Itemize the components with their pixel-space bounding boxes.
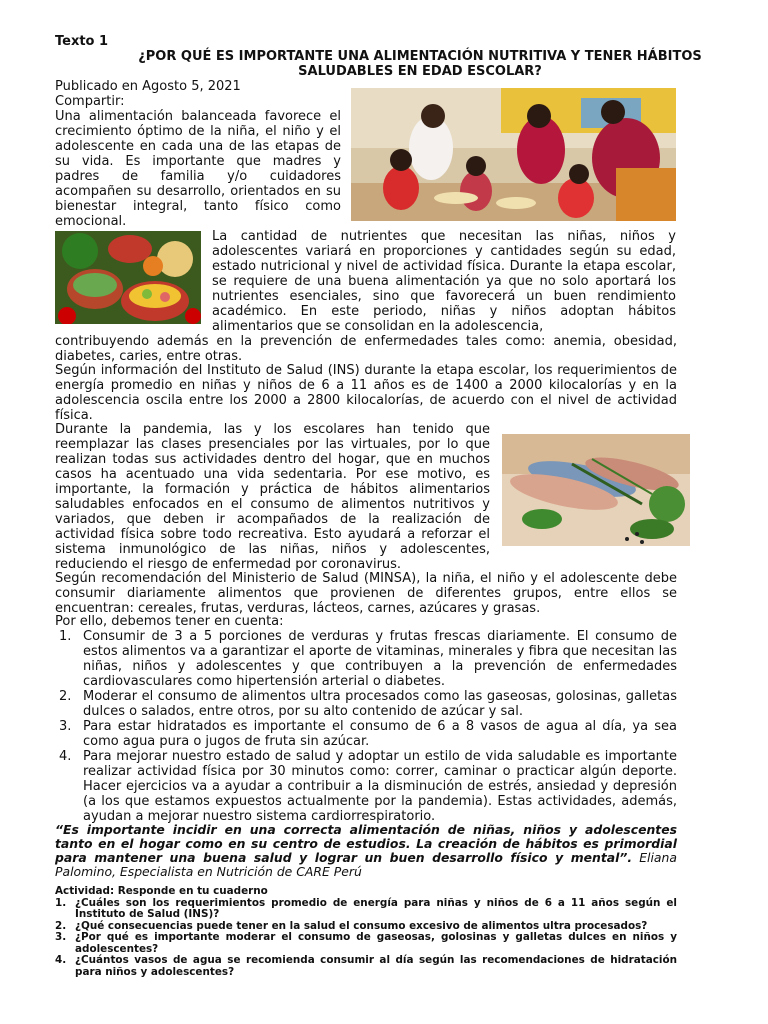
activity-title: Actividad: Responde en tu cuaderno xyxy=(55,885,268,897)
fish-herbs-photo xyxy=(502,434,690,546)
published-date: Publicado en Agosto 5, 2021 xyxy=(55,79,241,94)
list-item xyxy=(55,629,677,689)
paragraph-nutrients-continued: contribuyendo además en la prevención de enfermedades tales como: anemia, obesidad, diabetes, caries, entre otras. xyxy=(55,334,677,364)
list-item xyxy=(55,689,677,719)
activity-question xyxy=(55,898,677,921)
list-item-text: Moderar el consumo de alimentos ultra procesados como las gaseosas, golosinas, galletas dulces o salados, entre otros, por su alto contenido de azúcar y sal. xyxy=(83,689,677,719)
paragraph-pandemic: Durante la pandemia, las y los escolares han tenido que reemplazar las clases presenciales por las virtuales, por lo que realizan todas sus actividades dentro del hogar, que en muchos casos ha acentuado una vida sedentaria. Por ese motivo, es importante, la formación y práctica de hábitos alimentarios saludables enfocados en el consumo de alimentos nutritivos y variados, que deben ir acompañados de la realización de actividad física sobre todo recreativa. Esto ayudará a reforzar el sistema inmunológico de las niñas, niños y adolescentes, reduciendo el riesgo de enfermedad por coronavirus. xyxy=(55,422,490,572)
list-item xyxy=(55,719,677,749)
question-number: 3. xyxy=(55,931,67,943)
question-text: ¿Por qué es importante moderar el consumo de gaseosas, golosinas y galletas dulces en niños y adolescentes? xyxy=(75,931,677,955)
fish-herbs-illustration xyxy=(502,434,690,546)
page-title: ¿POR QUÉ ES IMPORTANTE UNA ALIMENTACIÓN NUTRITIVA Y TENER HÁBITOS SALUDABLES EN EDAD ESCOLAR? xyxy=(138,49,702,79)
list-item-number: 3. xyxy=(59,719,72,734)
text-label: Texto 1 xyxy=(55,34,109,49)
quote-text: “Es importante incidir en una correcta alimentación de niñas, niños y adolescentes tanto en el hogar como en su centro de estudios. La creación de hábitos es primordial para mantener una buena salud y lograr un buen desarrollo físico y mental”. xyxy=(55,822,677,865)
paragraph-nutrients: La cantidad de nutrientes que necesitan las niñas, niños y adolescentes variará en proporciones y cantidades según su edad, estado nutricional y nivel de actividad física. Durante la etapa escolar, se requiere de una buena alimentación ya que no solo aportará los nutrientes esenciales, sino que favorecerá un buen rendimiento académico. En este periodo, niñas y niños adoptan hábitos alimentarios que se consolidan en la adolescencia, xyxy=(212,229,676,334)
paragraph-ins-requirements: Según información del Instituto de Salud (INS) durante la etapa escolar, los requerimientos de energía promedio en niñas y niños de 6 a 11 años es de 1400 a 2000 kilocalorías y en la adolescencia oscila entre los 2000 a 2800 kilocalorías, de acuerdo con el nivel de actividad física. xyxy=(55,363,677,423)
list-item-text: Para mejorar nuestro estado de salud y adoptar un estilo de vida saludable es importante realizar actividad física por 30 minutos como: correr, caminar o practicar algún deporte. Hacer ejercicios va a ayudar a contribuir a la disminución de estrés, ansiedad y depresión (a los que estamos expuestos actualmente por la pandemia). Estas actividades, además, ayudan a mejorar nuestro sistema cardiorrespiratorio. xyxy=(83,749,677,824)
list-item-number: 1. xyxy=(59,629,72,644)
paragraph-intro-list: Por ello, debemos tener en cuenta: xyxy=(55,614,284,629)
recommendations-list xyxy=(55,629,677,824)
activity-questions xyxy=(55,898,677,979)
fruits-vegetables-illustration xyxy=(55,231,201,324)
fruits-vegetables-photo xyxy=(55,231,201,324)
activity-question xyxy=(55,955,677,978)
paragraph-intro: Una alimentación balanceada favorece el crecimiento óptimo de la niña, el niño y el adolescente en cada una de las etapas de su vida. Es importante que madres y padres de familia y/o cuidadores acompañen su desarrollo, orientados en su bienestar integral, tanto físico como emocional. xyxy=(55,109,341,229)
paragraph-minsa: Según recomendación del Ministerio de Salud (MINSA), la niña, el niño y el adolescente debe consumir diariamente alimentos que provienen de diferentes grupos, entre ellos se encuentran: cereales, frutas, verduras, lácteos, carnes, azúcares y grasas. xyxy=(55,571,677,616)
share-label: Compartir: xyxy=(55,94,125,109)
list-item-number: 2. xyxy=(59,689,72,704)
question-number: 1. xyxy=(55,896,67,909)
quote-author: Eliana Palomino, Especialista en Nutrición de CARE Perú xyxy=(55,850,677,879)
family-meal-illustration xyxy=(351,88,676,221)
question-text: ¿Cuántos vasos de agua se recomienda consumir al día según las recomendaciones de hidratación para niños y adolescentes? xyxy=(75,954,677,978)
list-item-text: Para estar hidratados es importante el consumo de 6 a 8 vasos de agua al día, ya sea como agua pura o jugos de fruta sin azúcar. xyxy=(83,719,677,749)
expert-quote xyxy=(55,823,677,879)
question-number: 4. xyxy=(55,954,67,966)
question-number: 2. xyxy=(55,919,67,932)
family-meal-photo xyxy=(351,88,676,221)
activity-section xyxy=(55,886,677,978)
question-text: ¿Cuáles son los requerimientos promedio de energía para niñas y niños de 6 a 11 años según el Instituto de Salud (INS)? xyxy=(75,896,677,920)
list-item xyxy=(55,749,677,824)
list-item-number: 4. xyxy=(59,749,72,764)
activity-question xyxy=(55,932,677,955)
question-text: ¿Qué consecuencias puede tener en la salud el consumo excesivo de alimentos ultra procesados? xyxy=(75,919,648,932)
list-item-text: Consumir de 3 a 5 porciones de verduras y frutas frescas diariamente. El consumo de estos alimentos va a garantizar el aporte de vitaminas, minerales y fibra que necesitan las niñas, niños y adolescentes y que contribuyen a la prevención de enfermedades cardiovasculares como hipertensión arterial o diabetes. xyxy=(83,629,677,689)
